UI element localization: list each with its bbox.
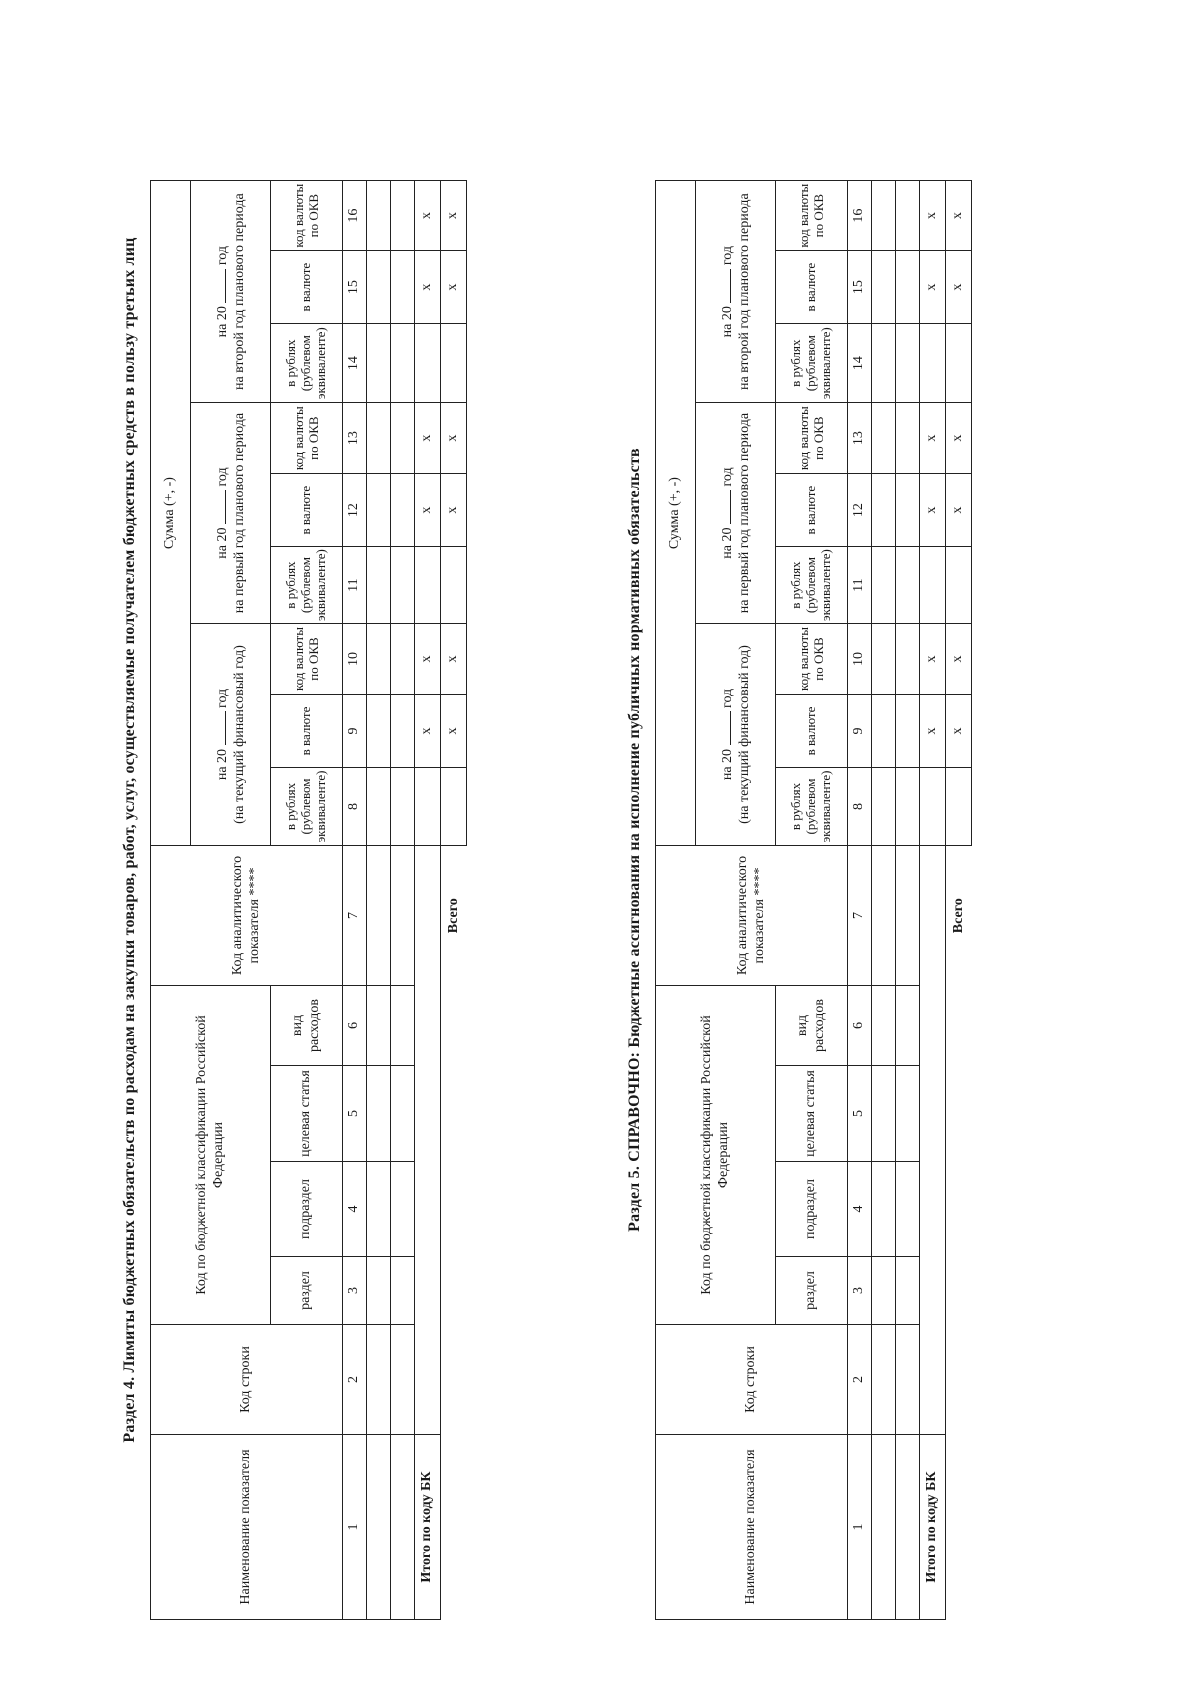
cell: [367, 547, 391, 624]
x-mark: x: [441, 251, 467, 324]
cell: [872, 695, 896, 768]
year-blank: [213, 711, 226, 745]
header-currency: в валюте: [776, 251, 848, 324]
cell: [367, 251, 391, 324]
header-currency: в валюте: [271, 251, 343, 324]
cell: [367, 324, 391, 403]
cell: [367, 846, 391, 986]
header-okv: код валюты по ОКВ: [776, 403, 848, 474]
header-name: Наименование показателя: [656, 1435, 848, 1620]
col-number: 1: [343, 1435, 367, 1620]
spacer: [946, 986, 972, 1620]
cell: [415, 846, 441, 1435]
cell: [367, 986, 391, 1066]
column-numbers-row: [343, 181, 367, 1620]
cell: [872, 768, 896, 846]
year-blank: [213, 490, 226, 524]
cell: [896, 403, 920, 474]
cell: [391, 547, 415, 624]
col-number: 11: [343, 547, 367, 624]
header-first-plan-year: [191, 403, 271, 624]
header-razdel: раздел: [271, 1257, 343, 1325]
cell: [896, 547, 920, 624]
cell: [391, 986, 415, 1066]
cell: [872, 1162, 896, 1257]
header-currency: в валюте: [776, 695, 848, 768]
section-5-title: [615, 60, 655, 1620]
header-okv: код валюты по ОКВ: [271, 624, 343, 695]
cell: [391, 181, 415, 251]
cell: [896, 846, 920, 986]
header-okv: код валюты по ОКВ: [776, 624, 848, 695]
x-mark: x: [441, 624, 467, 695]
cell: [896, 1325, 920, 1435]
year-blank: [213, 269, 226, 303]
section-5-table: [655, 180, 972, 1620]
cell: [946, 768, 972, 846]
col-number: 2: [848, 1325, 872, 1435]
cell: [391, 1066, 415, 1162]
cell: [367, 474, 391, 547]
data-row: [367, 181, 391, 1620]
col-number: 3: [343, 1257, 367, 1325]
cell: [391, 1162, 415, 1257]
cell: [391, 1435, 415, 1620]
cell: [896, 251, 920, 324]
header-bk-code: Код по бюджетной классификации Российской Федерации: [151, 986, 271, 1325]
x-mark: x: [920, 624, 946, 695]
total-row: [946, 181, 972, 1620]
col-number: 15: [343, 251, 367, 324]
cell: [391, 251, 415, 324]
total-by-bk-row: [415, 181, 441, 1620]
section-4: [110, 60, 467, 1620]
header-rub: в рублях (рублевом эквиваленте): [776, 324, 848, 403]
year-suffix: год: [215, 467, 231, 487]
header-okv: код валюты по ОКВ: [776, 181, 848, 251]
first-plan-label: на первый год планового периода: [231, 412, 247, 614]
current-year-label: (на текущий финансовый год): [231, 645, 247, 824]
x-mark: x: [946, 403, 972, 474]
col-number: 3: [848, 1257, 872, 1325]
header-bk-code: Код по бюджетной классификации Российской Федерации: [656, 986, 776, 1325]
cell: [872, 1435, 896, 1620]
year-blank: [718, 711, 731, 745]
cell: [441, 324, 467, 403]
section-5-title-rest: Бюджетные ассигнования на исполнение публичных нормативных обязательств: [626, 448, 643, 1052]
header-okv: код валюты по ОКВ: [271, 181, 343, 251]
header-celevaya: целевая статья: [776, 1066, 848, 1162]
second-plan-label: на второй год планового периода: [231, 193, 247, 391]
col-number: 14: [848, 324, 872, 403]
cell: [896, 324, 920, 403]
cell: [391, 1325, 415, 1435]
section-5: [615, 60, 972, 1620]
cell: [920, 547, 946, 624]
section-4-title: Раздел 4. Лимиты бюджетных обязательств по расходам на закупки товаров, работ, услуг, осуществляемые получателем бюджетных средств в пользу третьих лиц: [121, 237, 138, 1443]
header-rub: в рублях (рублевом эквиваленте): [776, 547, 848, 624]
header-currency: в валюте: [776, 474, 848, 547]
cell: [872, 324, 896, 403]
cell: [391, 768, 415, 846]
col-number: 9: [343, 695, 367, 768]
x-mark: x: [946, 695, 972, 768]
section-4-table: [150, 180, 467, 1620]
col-number: 4: [848, 1162, 872, 1257]
x-mark: x: [920, 251, 946, 324]
cell: [946, 547, 972, 624]
header-second-plan-year: [191, 181, 271, 403]
cell: [367, 403, 391, 474]
cell: [896, 1162, 920, 1257]
cell: [896, 1257, 920, 1325]
col-number: 2: [343, 1325, 367, 1435]
current-year-label: (на текущий финансовый год): [736, 645, 752, 824]
x-mark: x: [946, 251, 972, 324]
cell: [872, 547, 896, 624]
cell: [367, 1257, 391, 1325]
cell: [896, 624, 920, 695]
cell: [896, 474, 920, 547]
cell: [391, 403, 415, 474]
year-blank: [718, 490, 731, 524]
second-plan-label: на второй год планового периода: [736, 193, 752, 391]
header-analytic: Код аналитического показателя ****: [151, 846, 343, 986]
header-currency: в валюте: [271, 695, 343, 768]
cell: [872, 474, 896, 547]
year-prefix: на 20: [215, 306, 231, 338]
cell: [391, 324, 415, 403]
year-suffix: год: [215, 246, 231, 266]
header-rub: в рублях (рублевом эквиваленте): [776, 768, 848, 846]
header-rub: в рублях (рублевом эквиваленте): [271, 547, 343, 624]
rotated-page: [110, 60, 1180, 1620]
x-mark: x: [920, 403, 946, 474]
total-by-bk-label: Итого по коду БК: [920, 1435, 946, 1620]
col-number: 12: [848, 474, 872, 547]
header-vid: вид расходов: [271, 986, 343, 1066]
x-mark: x: [441, 403, 467, 474]
total-by-bk-row: [920, 181, 946, 1620]
cell: [920, 846, 946, 1435]
header-sum: Сумма (+, -): [151, 181, 191, 846]
cell: [415, 324, 441, 403]
data-row: [872, 181, 896, 1620]
cell: [367, 1435, 391, 1620]
header-rub: в рублях (рублевом эквиваленте): [271, 768, 343, 846]
cell: [872, 986, 896, 1066]
header-current-year: [696, 624, 776, 846]
col-number: 11: [848, 547, 872, 624]
x-mark: x: [415, 181, 441, 251]
year-suffix: год: [720, 688, 736, 708]
cell: [367, 695, 391, 768]
header-sum: Сумма (+, -): [656, 181, 696, 846]
header-current-year: [191, 624, 271, 846]
cell: [391, 695, 415, 768]
cell: [872, 1325, 896, 1435]
total-row: [441, 181, 467, 1620]
header-analytic: Код аналитического показателя ****: [656, 846, 848, 986]
cell: [367, 624, 391, 695]
section-5-title-lead: Раздел 5. СПРАВОЧНО:: [626, 1051, 643, 1232]
header-okv: код валюты по ОКВ: [271, 403, 343, 474]
col-number: 7: [343, 846, 367, 986]
header-currency: в валюте: [271, 474, 343, 547]
cell: [872, 403, 896, 474]
header-podrazdel: подраздел: [271, 1162, 343, 1257]
cell: [415, 768, 441, 846]
total-label: Всего: [445, 898, 461, 934]
spacer: [441, 986, 467, 1620]
col-number: 1: [848, 1435, 872, 1620]
header-razdel: раздел: [776, 1257, 848, 1325]
col-number: 16: [343, 181, 367, 251]
cell: [872, 181, 896, 251]
data-row: [896, 181, 920, 1620]
col-number: 10: [343, 624, 367, 695]
cell: [896, 695, 920, 768]
cell: [391, 1257, 415, 1325]
column-numbers-row: [848, 181, 872, 1620]
cell: [946, 324, 972, 403]
x-mark: x: [441, 474, 467, 547]
header-celevaya: целевая статья: [271, 1066, 343, 1162]
year-suffix: год: [720, 467, 736, 487]
year-prefix: на 20: [720, 748, 736, 781]
cell: [441, 547, 467, 624]
x-mark: x: [920, 695, 946, 768]
x-mark: x: [946, 181, 972, 251]
cell: [367, 768, 391, 846]
x-mark: x: [441, 181, 467, 251]
header-line-code: Код строки: [151, 1325, 343, 1435]
header-rub: в рублях (рублевом эквиваленте): [271, 324, 343, 403]
col-number: 16: [848, 181, 872, 251]
cell: [872, 251, 896, 324]
year-prefix: на 20: [720, 527, 736, 559]
col-number: 5: [848, 1066, 872, 1162]
cell: [391, 474, 415, 547]
col-number: 7: [848, 846, 872, 986]
cell: [391, 846, 415, 986]
header-line-code: Код строки: [656, 1325, 848, 1435]
data-row: [391, 181, 415, 1620]
col-number: 6: [848, 986, 872, 1066]
cell: [367, 181, 391, 251]
x-mark: x: [441, 695, 467, 768]
year-suffix: год: [215, 688, 231, 708]
year-prefix: на 20: [215, 748, 231, 781]
cell: [367, 1066, 391, 1162]
cell: [896, 986, 920, 1066]
x-mark: x: [415, 474, 441, 547]
x-mark: x: [920, 474, 946, 547]
cell: [872, 1257, 896, 1325]
col-number: 13: [848, 403, 872, 474]
x-mark: x: [415, 403, 441, 474]
col-number: 5: [343, 1066, 367, 1162]
cell: [872, 846, 896, 986]
cell: [896, 768, 920, 846]
col-number: 10: [848, 624, 872, 695]
col-number: 13: [343, 403, 367, 474]
x-mark: x: [946, 474, 972, 547]
header-first-plan-year: [696, 403, 776, 624]
first-plan-label: на первый год планового периода: [736, 412, 752, 614]
year-blank: [718, 269, 731, 303]
cell: [441, 768, 467, 846]
x-mark: x: [415, 695, 441, 768]
year-suffix: год: [720, 246, 736, 266]
x-mark: x: [920, 181, 946, 251]
total-label: Всего: [950, 898, 966, 934]
col-number: 15: [848, 251, 872, 324]
col-number: 8: [848, 768, 872, 846]
cell: [872, 624, 896, 695]
header-podrazdel: подраздел: [776, 1162, 848, 1257]
col-number: 14: [343, 324, 367, 403]
cell: [896, 181, 920, 251]
cell: [920, 324, 946, 403]
year-prefix: на 20: [215, 527, 231, 559]
total-by-bk-label: Итого по коду БК: [415, 1435, 441, 1620]
cell: [896, 1435, 920, 1620]
header-vid: вид расходов: [776, 986, 848, 1066]
col-number: 12: [343, 474, 367, 547]
cell: [367, 1325, 391, 1435]
col-number: 4: [343, 1162, 367, 1257]
cell: [415, 547, 441, 624]
x-mark: x: [415, 624, 441, 695]
x-mark: x: [946, 624, 972, 695]
cell: [367, 1162, 391, 1257]
year-prefix: на 20: [720, 306, 736, 338]
col-number: 8: [343, 768, 367, 846]
col-number: 9: [848, 695, 872, 768]
cell: [872, 1066, 896, 1162]
x-mark: x: [415, 251, 441, 324]
header-second-plan-year: [696, 181, 776, 403]
col-number: 6: [343, 986, 367, 1066]
cell: [391, 624, 415, 695]
header-name: Наименование показателя: [151, 1435, 343, 1620]
cell: [920, 768, 946, 846]
cell: [896, 1066, 920, 1162]
